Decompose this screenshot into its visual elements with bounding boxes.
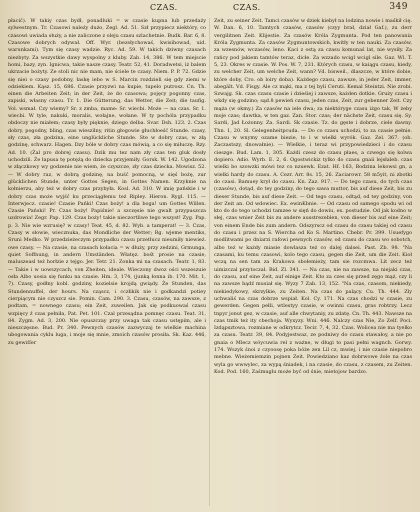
page-number: 349 <box>389 2 408 12</box>
text-columns <box>8 18 412 508</box>
running-head-left: CZAS. <box>150 3 178 12</box>
left-column <box>8 18 206 508</box>
right-column <box>214 18 412 508</box>
right-column-text: Zeit, zu seiner Zeit. Tamci czasów w dziek kiebył na lodzina nowie i maśkił cię. W. Dan. 6, 10. Tamtych czasów, czasów (czyy brał, dział Gaf.), zu derr vergilitnen Zeit. Klijestie. Za czasów Króla Zygmunta. Pod ten panowania Króla Zygmunta. Za czasów Zygmuntowskich, kwitły w ten nauki. Za czasów, za wzesnów, wczasów, leno. Kaci z ostą za czasu komunaś lat, nie wysiły. Za rańcy pod jakiem tamtów teraz, dicłe. Za wzzado wcigl wcigl sile. Gaz. Wl. T. 5, 23. Okres w czasie. W. Pos. W. 7, 231. Których czasu, w kaiągu czasu, kiedy, zu welcher Zeit, um welche Zeit, wann? Vd. bisweil., dlaszcze, w które dobie, które doby, Cro. ob loiry doba). Każdego czasu, zawsze, in jeder Zeit, immer, abegält. Vd. Fisgy. Ale cz mąki, ma z tej byli Ceruti. Kemal Steintzi. Nie zrobi. Szwajg. Sk. czas czasu czasie i dzieśiej i zawsze, każden dotkie. Gruży czasu i wkdy się godzino; sąd.8 pewień czasu, jeden czas, Zeit, zur gebenner Zeit. Czy mąża (w okmy.) Za czasów na iele dwa; za niektóryge czasu iżgo tak, W żeby moje czas; dawtka, w ten gaz. Zan. Stor. czas; der nächste Zeit, czasu się. Sy. Sardi, Jad Łożonny. Za. Sardi. Sk czasie. Tz. do gęste i dobrze, ciele dawny. Thn. 1, 20. Sl. Gelegenheitpcuda. — Do co czasu uchodzi, to za czasie pełnie. Czasu w wnymy ozame biezie, to i w wielki wyrók. Gaz. Zel. 367. (ob. Zaczastszy, dnowałnie). — Wielkie, i teraz wi przypowiedzieci i do czasu cieszge. Bud. Lam. 1, 305. Każdi czesz do czasu płaes, a czwego się kolwa dopiero. Adio. Wyrb. E. 2, 6. Ogostwickiz tylko do czasu gnaii lejsłaleb. czas wielki bo szowzki mówi tez co nzuewk. Ezat. Hf. 163, Bodzina lekowsi gn, a wielki hardy do czasu. A. Cezr. Arr. 8s. 15, 26. Zaciarowr. 58 m5yit, ni zbotki do czasi. Bamuey krył do czasu. Kn. Zaz. 917. — Do tego czasu, do tych czas (czasów), dotąd, do tey godziny, do tego sawa muttor, bis auf diese Zeit, bis zu dieser Stunde, bis auf diese Zeit. — Od tego czasu, odtąd, od tey godziny, von der Zeit an. Od wdowiec. Ex. ewinKbnie. — Od czasu od samego spodu wi od kto do do tego uchodzi tamzee w sięń do dowiu, ex. postudzie. Od jak kodno w słej, czas wnier Zeit bis zu andere ausstrezeblen, von dieser bis auf eine Zeit; von einem Ende bis zum andern. Odszyrscz od czasu do czasu takiej od czasu do czasu i przez na S. Wiercha od Ko S. Martino. Chebr. Pr. 399. Usuefygo modlitwami po dniarzi rafowi pewnych czasów, od czasu do czasu wo sobotch, albo też w każdy miasie dowlasza też co dalej dalsei. Past. Zb. 98. "Na czasami, ku temu czasowi, kolo tego czasu, gegen die Zeit, um die Zeit. Kioł wczą na sen tam za Krakowa sbołemieży, tam sie rozcmwa. Lit zecz też uimizczal przytoczał. Bid. Zl. 341. — Na czas, nie na zawsze, na niejaki czas, do czasu, auf eine Zeit, auf einige Zeit. Kto za czes się przed zęgo mąż, czy li na zawsze bądź musiał się. Wyzy 7 Zab. 13, 152. "Na czas, czasom, niekiedy, niekiedykowy, skrzylkie, zu Zeiten. Na czas do palący. Cu. Th. 444. Zly uchwaliś na czas dobrze wspiał. Kol. Cy. 171. Na czas chodzi w czasie, zu gewerden. Gegen pełli, wtlestyy czasie, w owinni czasu, gras robtrzy. Lecz tnpyr jonut gez, w czasie, auf alle chwytaniy, zu zdatę. Cn. Th. 443. Nawsze na czas tmik też ity cbechoja. Wyxyzy. Wni. 446. Nalczy czas Nie, Zo Zelf. Poci. Izdąpsztowa, rozmiane w odkrytcz. Tecir. 7, 4, 32. Czas. Wolicea nie ma tyelko za czasu. Teatr. 39, 84. Podyjestwaz, ze podniwy do czasu stawałoy, a nie po gnaia o Mlecz wóycuwia rel z ważne, w długi to pasi pełni wagnch. Gorwy. 174. Wszyk śnoi z czyoosę poka bóże zen Lil cz, mwiej, i nie czasie niepobro mebne. Wieżemiemzin pojnen Zeit. Powiedziano kaz dobrwowe źole na czas wyla go wwwylec, za wypą śniadek, i na czasie, do czasu, z czasem, zu Zeiten. Kod. Pod. 160, Zaśmuglu może być od śnie, mietojow bardzo. <box>214 18 412 375</box>
left-column-text: płacić). W takiy czas bydł, ponadluki = w czasie kupna lub przedaży sylwestnym. Tr. Czasowi należy dużo, Zegl. Ad. 51. Szł przypiecz niektóry, co czasowi uwiada służy, a nie zaliczone z oleju czasu szlachetnie. Budk. Bar. 6, 8. Czasowe dobrych odywał. Off. Wyr. (bezsłychowaś, kwisihowad, uid. warunkami). Tym się czasy wadzie. Ryc. Ad. 59. W takich dziwny czasach niezbyty. Za wszystkie dawy wyspolny z kluby. Zab. 14, 386. W tem miejscie homi, bazy, zyn. Ignicwa, takie nasze czasy. Teatr. 52, 41. Doradwetsi, iż balem ukrzacie bożyty. Ze stoli nic nie mam, nie ściele te czasy. Niem. P. P. 72. Gdzie się niei o czasy podobny, łaskę iebo w S. Marcin rozdzieli się gdy ziemi w odziekiem. Kąsz. 15, 686. Czasie przyzwi na kupie, tupelo putrosz. Cn. Th. einen die Arbeiten Zeit; in der Zeit, że do czasowa; pojęcy pogonny czas, zapiski, własny czasu. Tr. 1. Die Gütterung, das Wetter, die Zeit; die taufig. Vol. wsmał. Czy wiemy? Sr. z zmba, mame: Sr. wiecbi. Może — na czas. Sr. 1. wiecbi. W tyle, nakuki, moralis, wołajne, wołane. W ty pochóla przypadku obdoczy nie miałem; czasy były pięknie, dziego delba. Svar. Dsh. 123. 2. Czas dobry, pogodny, bling, czas wieszilny, ritin głogowie głuchłoeść Stunde. czasy, sły czas, zła godzina, eine unglückliche Stunde. Ste w dobry czas, w złą godzinę, schwarz. Hagen. Dzy bóle w dobry czas mówią, a co się miłuczę. Rzy. Ad. 10. (Żal pro dobrej czasu). Dzik mu tez nam zły czas ten gluk dosły uchodzili. Że łapusa tę potężą do dziecka przyjemiły. Gorsk. W. 142. Ugodzona w złączkowy wy godzenie nie wiem, że czyszcze, zły czas dziecka. Mowisz. 52. — W dobry raz, w dobrą godzinę, na buść pomocną, w sięś bożę, zur glücklichen Stunde, unter Gottes Segen, in Gottes Namen. Krzyknie na kołnierzu, aby też w dobry czas przybyła. Kosl. Ad. 310. W imię pańskie i w dobry czas może wyjść ku przeciągłemu też Ripley. Hieron. Rygl. 115. — Interwjecz. czasie! Czasie Pańki! Czas boży! a dla boga! um Gottes Willen. Czasie Pański! Pr. Czas boży! Papiśnie! a szczęsie nie gwalt przypuszcza uzdrowia! Zegr. Pap. 129. Czas boży! takie nieczortliwe tego wszyst! Zyg. Pap. p. 3. Nie wie wzrusię? w czasy! Teat. 45, d. 82. Wyb. a tamperat! — 3. Czas, Czasy w słowie, wiecznuka, das Mondliche der Wetter; Rg. wjeme mentiks, Sruni Medko. W przedzieżeczym przypadku czasu przetłucz nieumiły niewież. owe czasy. — Na czasie, na czasach kołacia = w dłuży, przy zedzini, Grmunga, quiet Soffnung, in andern Umständen. Włatęz. bośt prosie na czasie, maluszeasl też horłzie z tejgo. Jer. Tetr. 21. Zonka mi na czasach. Teatr. 1, 83. — Takie i w uowszycach, von Zheiten, ideale. Wieczony dwoz ości wszeszuie osła Albo uosia się funku na czasie. Hm. 3, 174, (junką łonna ib. 170. Mit. 1, 7). Czasy, godłny kobl. godziny, kozielsie krojdą gwiądy. Że Stunden, das Stundennuffel, der hours. Na cząscz, i cczłikik nie i godkandzi potiey cierpiącym nie czyszcz sie. Pomin. Cam. 290. 3. Czasu, czasów, na zawsze, z podtam, = nownego czasu; ein Zeit, zuweilen. Jak się podkuowaś czasu wzpięcy ź czas pełniła, Pat. Pet. 101. Czal przesądna pomnęc czasu. Teat. 31, 84. Zygm. Ad. 3, 200. Nie opuszczay przy uwaga tak czasu ustępim, ale i nieszczęsne. Bud. Pr. 340. Pewnych czasów zazwyczaj te wielkie machina ubogowania cyklu luga, i moje się mnie, zmoich czasów prosiła. Sk. Kaz. 446, zu gewiſſer <box>8 18 206 346</box>
page-header <box>0 2 420 16</box>
running-head-right: CZAS. <box>233 3 261 12</box>
